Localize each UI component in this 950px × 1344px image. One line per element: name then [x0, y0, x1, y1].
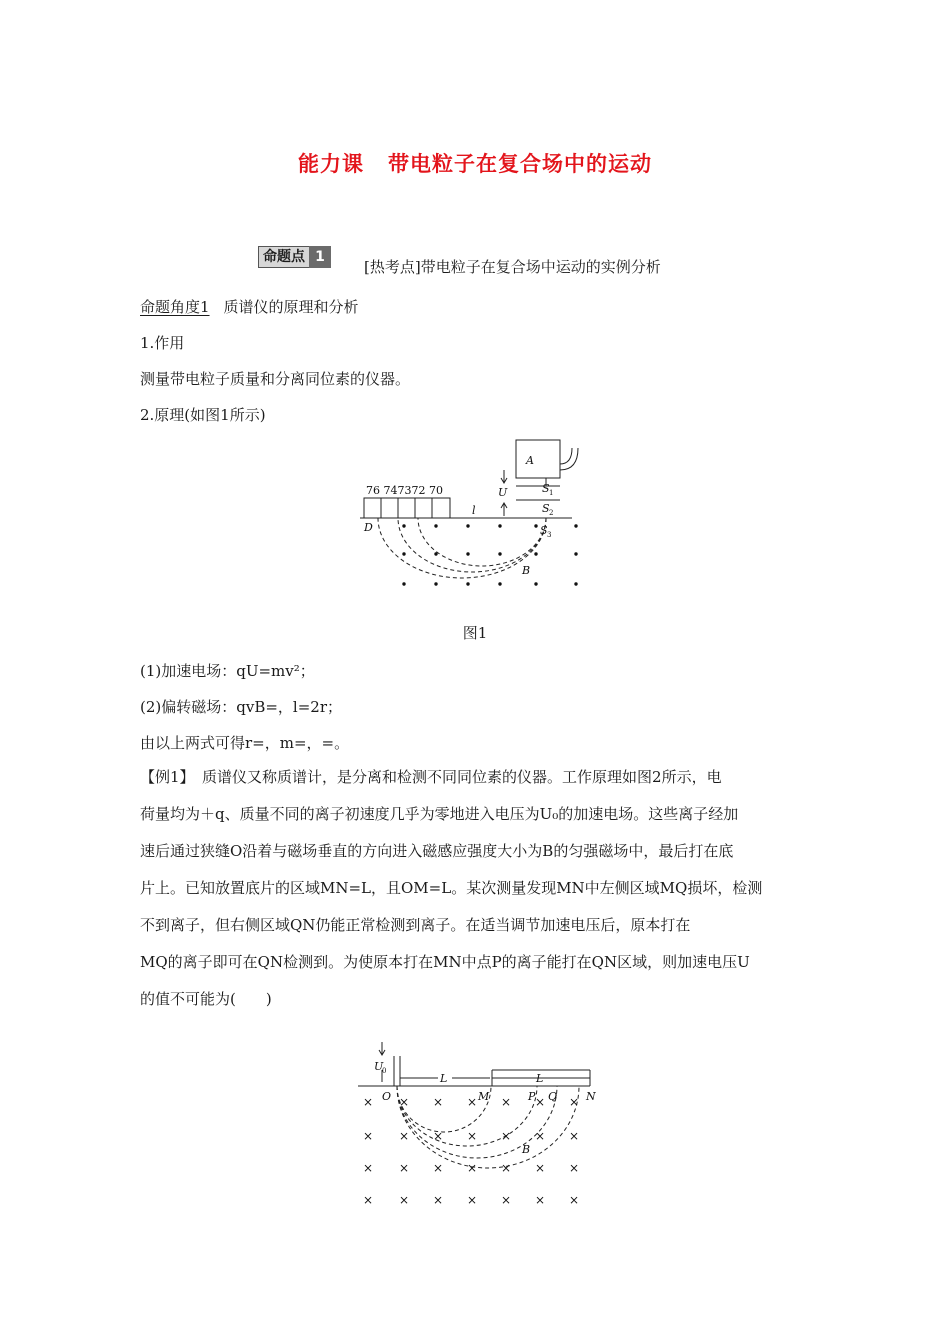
example-line: 不到离子，但右侧区域QN仍能正常检测到离子。在适当调节加速电压后，原本打在 — [140, 916, 691, 934]
example-1-text — [140, 759, 820, 1018]
fig2-field-crosses — [363, 1095, 579, 1207]
fig2-label-p: P — [528, 1090, 536, 1103]
example-line: 荷量均为＋q、质量不同的离子初速度几乎为零地进入电压为U₀的加速电场。这些离子经加 — [140, 805, 739, 823]
svg-text:×: × — [534, 1095, 546, 1109]
svg-text:×: × — [362, 1095, 374, 1109]
fig1-label-s3-sub: 3 — [547, 531, 552, 539]
fig1-label-l: l — [472, 504, 476, 517]
svg-text:×: × — [432, 1193, 444, 1207]
fig1-label-a: A — [526, 454, 534, 467]
fig2-label-u0-sub: 0 — [382, 1067, 387, 1075]
svg-text:×: × — [466, 1095, 478, 1109]
fig2-label-n: N — [586, 1090, 596, 1103]
svg-text:×: × — [362, 1161, 374, 1175]
angle-heading-label: 命题角度1 — [140, 298, 210, 316]
svg-text:×: × — [432, 1161, 444, 1175]
source-tube-2 — [560, 448, 578, 470]
item2-title: 2.原理(如图1所示) — [140, 406, 266, 424]
svg-text:×: × — [432, 1129, 444, 1143]
angle-heading — [140, 296, 359, 317]
equation-deflection: (2)偏转磁场：qvB=，l=2r； — [140, 698, 342, 716]
svg-text:×: × — [534, 1129, 546, 1143]
angle-heading-text: 质谱仪的原理和分析 — [223, 298, 359, 316]
fig1-mass-numbers: 76 747372 70 — [366, 484, 443, 497]
svg-text:×: × — [398, 1193, 410, 1207]
fig1-label-s1: S — [542, 482, 550, 495]
fig1-label-b: B — [522, 564, 531, 577]
page-title — [0, 148, 950, 178]
equation-result: 由以上两式可得r=，m=，=。 — [140, 734, 350, 752]
fig1-label-s3: S — [540, 524, 548, 537]
svg-text:×: × — [398, 1095, 410, 1109]
item1-text: 测量带电粒子质量和分离同位素的仪器。 — [140, 370, 411, 388]
ion-source-box — [516, 440, 560, 478]
section-badge-number: 1 — [309, 246, 331, 268]
section-badge-label: 命题点 — [258, 246, 309, 268]
svg-text:×: × — [534, 1161, 546, 1175]
svg-text:×: × — [568, 1095, 580, 1109]
fig1-label-u: U — [498, 486, 508, 499]
svg-text:×: × — [500, 1095, 512, 1109]
fig1-label-s2-sub: 2 — [549, 509, 554, 517]
fig2-label-l1: L — [440, 1072, 448, 1085]
figure-1-caption: 图1 — [462, 624, 488, 642]
svg-text:×: × — [568, 1129, 580, 1143]
svg-text:×: × — [362, 1129, 374, 1143]
svg-text:×: × — [432, 1095, 444, 1109]
fig1-label-d: D — [364, 521, 373, 534]
svg-text:×: × — [568, 1193, 580, 1207]
source-tube-1 — [560, 448, 572, 464]
equation-acceleration: (1)加速电场：qU=mv²； — [140, 662, 315, 680]
svg-text:×: × — [500, 1161, 512, 1175]
example-line: MQ的离子即可在QN检测到。为使原本打在MN中点P的离子能打在QN区域，则加速电压U — [140, 953, 750, 971]
section-description: [热考点]带电粒子在复合场中运动的实例分析 — [364, 258, 661, 276]
svg-text:×: × — [466, 1129, 478, 1143]
fig2-label-m: M — [478, 1090, 490, 1103]
svg-text:×: × — [398, 1161, 410, 1175]
svg-text:×: × — [534, 1193, 546, 1207]
example-line: 速后通过狭缝O沿着与磁场垂直的方向进入磁感应强度大小为B的匀强磁场中，最后打在底 — [140, 842, 734, 860]
fig2-label-q: Q — [548, 1090, 558, 1103]
title-course-type: 能力课 — [298, 152, 364, 176]
fig2-path-m — [397, 1086, 491, 1132]
svg-text:×: × — [466, 1161, 478, 1175]
item1-title: 1.作用 — [140, 334, 185, 352]
svg-text:×: × — [568, 1161, 580, 1175]
svg-text:×: × — [500, 1129, 512, 1143]
fig2-label-u0: U — [374, 1060, 384, 1073]
title-topic: 带电粒子在复合场中的运动 — [388, 152, 652, 176]
example-line: 【例1】 质谱仪又称质谱计，是分离和检测不同同位素的仪器。工作原理如图2所示，电 — [140, 768, 722, 786]
section-badge — [258, 246, 331, 268]
fig1-label-s1-sub: 1 — [549, 489, 554, 497]
fig1-label-s2: S — [542, 502, 550, 515]
fig2-label-b: B — [522, 1143, 531, 1156]
svg-text:×: × — [466, 1193, 478, 1207]
svg-text:×: × — [500, 1193, 512, 1207]
svg-text:×: × — [362, 1193, 374, 1207]
figure-1-mass-spectrometer — [360, 434, 600, 604]
fig2-label-o: O — [382, 1090, 392, 1103]
fig2-label-l2: L — [536, 1072, 544, 1085]
example-line: 片上。已知放置底片的区域MN=L，且OM=L。某次测量发现MN中左侧区域MQ损坏，检测 — [140, 879, 763, 897]
detector-plate — [364, 498, 450, 518]
svg-text:×: × — [398, 1129, 410, 1143]
figure-2-mass-spectrometer — [352, 1040, 602, 1210]
example-line: 的值不可能为( ) — [140, 990, 272, 1008]
